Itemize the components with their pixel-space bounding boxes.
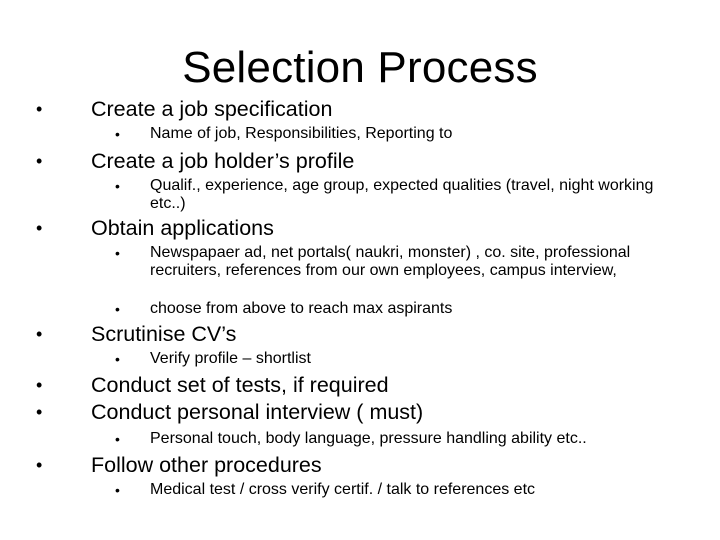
sub-bullet-text: Personal touch, body language, pressure handling ability etc.. [150,430,587,447]
bullet-icon: • [36,151,43,171]
bullet-icon: • [36,324,43,344]
slide-title: Selection Process [182,43,538,92]
bullet-icon: • [36,99,43,119]
bullet-text: Create a job holder’s profile [91,149,355,173]
sub-bullet-icon: • [115,351,120,367]
bullet-text: Create a job specification [91,97,333,121]
sub-bullet-icon: • [115,482,120,498]
sub-bullet-icon: • [115,178,120,194]
bullet-icon: • [36,218,43,238]
sub-bullet-text: Verify profile – shortlist [150,350,311,367]
bullet-text: Scrutinise CV’s [91,322,237,346]
sub-bullet-icon: • [115,431,120,447]
bullet-text: Conduct personal interview ( must) [91,400,424,424]
bullet-text: Follow other procedures [91,453,322,477]
sub-bullet-text: Newspapaer ad, net portals( naukri, monster) , co. site, professional recruiters, references from our own employees, campus interview, [150,244,631,279]
sub-bullet-text: Medical test / cross verify certif. / talk to references etc [150,481,536,498]
bullet-icon: • [36,455,43,475]
sub-bullet-text: Qualif., experience, age group, expected qualities (travel, night working etc..) [150,177,654,212]
sub-bullet-text: choose from above to reach max aspirants [150,300,453,317]
bullet-text: Conduct set of tests, if required [91,373,389,397]
bullet-icon: • [36,402,43,422]
sub-bullet-icon: • [115,301,120,317]
bullet-icon: • [36,375,43,395]
sub-bullet-icon: • [115,126,120,142]
bullet-text: Obtain applications [91,216,274,240]
sub-bullet-icon: • [115,245,120,261]
sub-bullet-text: Name of job, Responsibilities, Reporting to [150,125,453,142]
